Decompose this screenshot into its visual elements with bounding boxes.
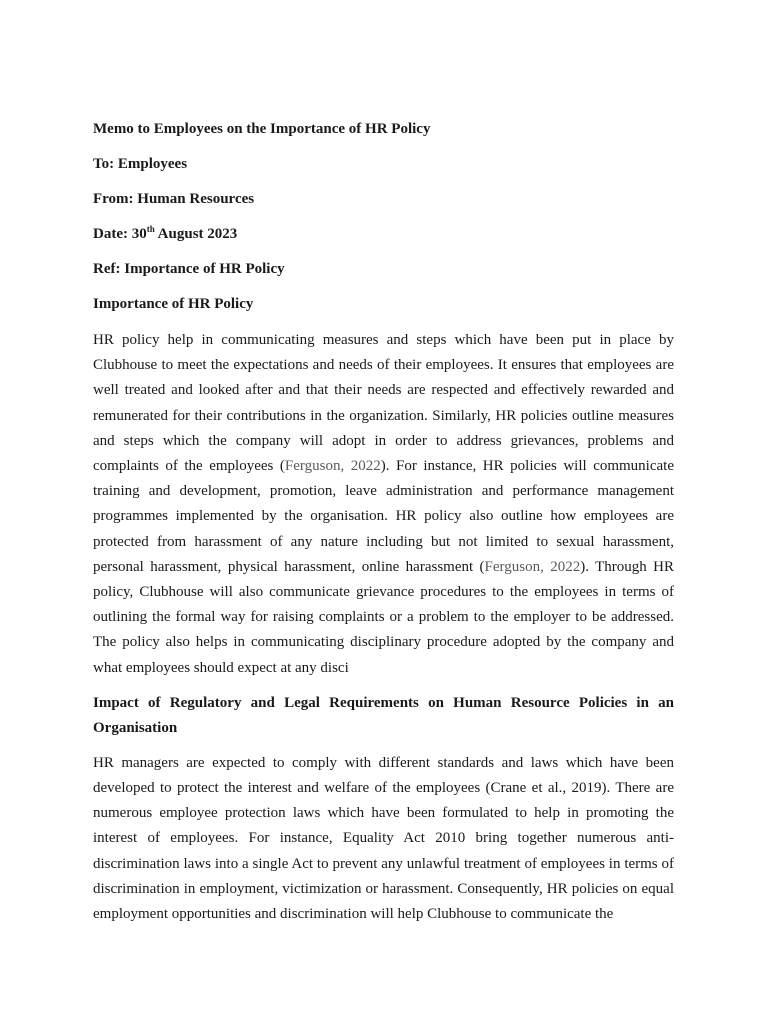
memo-title: Memo to Employees on the Importance of HR Policy bbox=[93, 121, 431, 137]
memo-date-ordinal: th bbox=[146, 224, 155, 234]
memo-from: From: Human Resources bbox=[93, 191, 255, 207]
section-heading-importance: Importance of HR Policy bbox=[93, 296, 254, 312]
memo-date bbox=[93, 223, 674, 245]
citation: Ferguson, 2022 bbox=[284, 458, 381, 475]
section-heading-regulatory: Impact of Regulatory and Legal Requirements on Human Resource Policies in an Organisation bbox=[93, 694, 674, 736]
paragraph-text: ). For instance, HR policies will communicate training and development, promotion, leave administration and performance management programmes implemented by the organisation. HR policy also outline how employees are protected from harassment of any nature including but not limited to sexual harassment, personal harassment, physical harassment, online harassment ( bbox=[93, 458, 674, 575]
memo-ref: Ref: Importance of HR Policy bbox=[93, 261, 285, 277]
citation: Ferguson, 2022 bbox=[484, 558, 581, 575]
paragraph-text: ). Through HR policy, Clubhouse will also communicate grievance procedures to the employees in terms of outlining the formal way for raising complaints or a problem to the employer to be addressed. The policy also helps in communicating disciplinary procedure adopted by the company and what employees should expect at any disci bbox=[93, 558, 674, 676]
paragraph-regulatory: HR managers are expected to comply with different standards and laws which have been developed to protect the interest and welfare of the employees (Crane et al., 2019). There are numerous employee protection laws which have been formulated to help in promoting the interest of employees. For instance, Equality Act 2010 bring together numerous anti-discrimination laws into a single Act to prevent any unlawful treatment of employees in terms of discrimination in employment, victimization or harassment. Consequently, HR policies on equal employment opportunities and discrimination will help Clubhouse to communicate the bbox=[93, 754, 674, 923]
memo-date-suffix: August 2023 bbox=[154, 226, 238, 242]
memo-to: To: Employees bbox=[93, 156, 188, 172]
paragraph-text: HR policy help in communicating measures and steps which have been put in place by Clubhouse to meet the expectations and needs of their employees. It ensures that employees are well treated and looked after and that their needs are respected and effectively rewarded and remunerated for their contributions in the organization. Similarly, HR policies outline measures and steps which the company will adopt in order to address grievances, problems and complaints of the employees ( bbox=[93, 332, 674, 475]
memo-date-prefix: Date: 30 bbox=[93, 226, 147, 242]
document-page bbox=[93, 118, 674, 937]
paragraph-importance bbox=[93, 328, 674, 681]
